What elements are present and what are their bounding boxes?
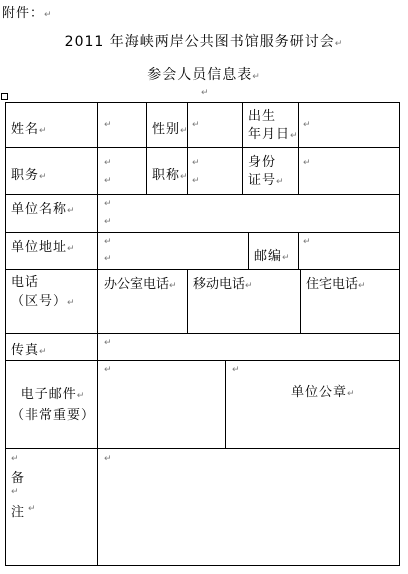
name-label: 姓名↵ [11,122,48,137]
name-input[interactable] [98,103,146,147]
paragraph-mark: ↵ [104,199,112,209]
paragraph-mark: ↵ [252,72,261,82]
home-phone-field[interactable] [301,270,399,333]
paragraph-mark: ↵ [201,88,209,98]
mobile-phone-field[interactable] [188,270,300,333]
paragraph-mark: ↵ [192,158,200,168]
page-title [0,31,408,51]
remark-label-line1: 备 [11,471,26,486]
paragraph-mark: ↵ [303,237,311,247]
page-subtitle [0,64,408,84]
phone-label: 电话 （区号）↵ [11,275,76,309]
paragraph-mark: ↵ [104,120,112,130]
page-subtitle-text: 参会人员信息表 [147,67,253,83]
gender-label: 性别↵ [152,122,189,137]
table-anchor-icon [1,93,8,100]
org-address-label: 单位地址↵ [11,240,76,255]
page-title-text: 2011 年海峡两岸公共图书馆服务研讨会 [64,34,335,50]
id-number-label: 身份 证号↵ [248,155,285,188]
mobile-phone-label: 移动电话↵ [193,277,253,292]
paragraph-mark: ↵ [44,10,53,20]
fax-input[interactable] [98,334,399,360]
org-name-label: 单位名称↵ [11,202,76,217]
paragraph-mark: ↵ [232,365,240,375]
attachment-label [2,2,53,21]
remark-label-line2: 注 [11,505,26,520]
org-name-input[interactable] [98,195,399,232]
org-address-input[interactable] [98,233,248,269]
paragraph-mark: ↵ [104,365,112,375]
birth-date-label: 出生 年月日↵ [248,109,299,142]
paragraph-mark: ↵ [104,338,112,348]
paragraph-mark: ↵ [104,254,112,264]
paragraph-mark: ↵ [11,454,19,464]
title-label: 职称↵ [152,168,189,183]
postcode-label: 邮编↵ [254,249,291,264]
paragraph-mark: ↵ [28,504,36,514]
paragraph-mark: ↵ [192,120,200,130]
remark-label [6,449,97,565]
birth-date-input[interactable] [299,103,399,147]
paragraph-mark: ↵ [104,176,112,186]
home-phone-label: 住宅电话↵ [306,277,366,292]
email-input[interactable] [98,361,225,448]
paragraph-mark: ↵ [104,237,112,247]
paragraph-mark: ↵ [104,217,112,227]
email-label: 电子邮件↵ （非常重要） [10,387,95,423]
gender-input[interactable] [188,103,242,147]
paragraph-mark: ↵ [104,158,112,168]
org-seal-label: 单位公章↵ [291,385,356,400]
id-number-input[interactable] [299,148,399,194]
paragraph-mark: ↵ [11,487,19,497]
duty-label: 职务↵ [11,168,48,183]
paragraph-mark: ↵ [104,454,112,464]
paragraph-mark: ↵ [303,120,311,130]
duty-input[interactable] [98,148,146,194]
title-input[interactable] [188,148,242,194]
office-phone-label: 办公室电话↵ [104,277,177,292]
attachment-label-text: 附件： [2,6,45,21]
paragraph-mark: ↵ [334,39,344,49]
postcode-input[interactable] [299,233,399,269]
fax-label: 传真↵ [11,343,48,358]
office-phone-field[interactable] [98,270,187,333]
paragraph-mark: ↵ [192,176,200,186]
paragraph-mark: ↵ [303,158,311,168]
org-seal-field[interactable] [226,361,399,448]
remark-input[interactable] [98,449,399,565]
